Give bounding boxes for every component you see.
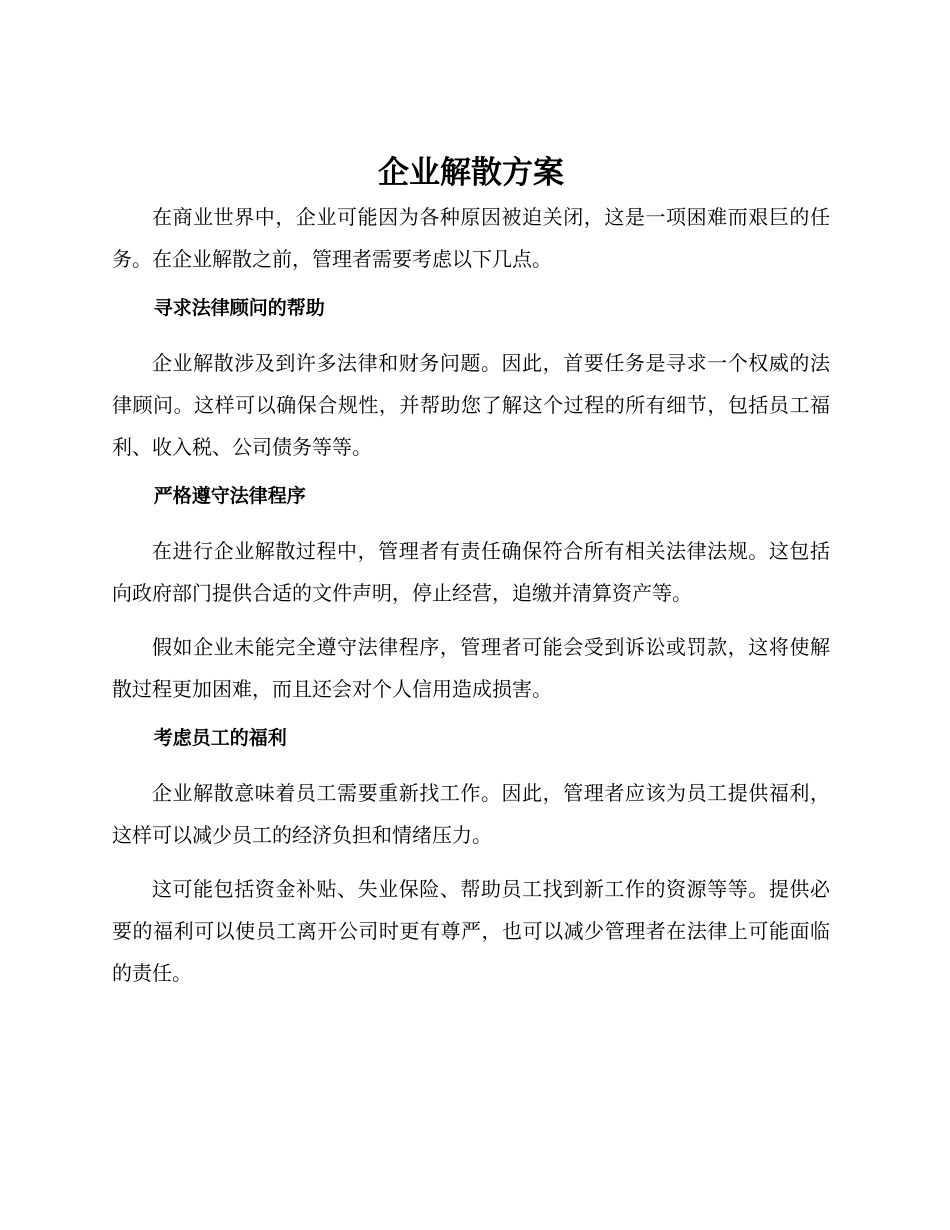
paragraph-legal-procedure: 在进行企业解散过程中，管理者有责任确保符合所有相关法律法规。这包括向政府部门提供合适的文件声明，停止经营，追缴并清算资产等。 (112, 539, 830, 605)
section-heading-employee-welfare: 考虑员工的福利 (153, 727, 287, 749)
paragraph-intro: 在商业世界中，企业可能因为各种原因被迫关闭，这是一项困难而艰巨的任务。在企业解散之前，管理者需要考虑以下几点。 (112, 205, 830, 271)
section-heading-legal-advisor: 寻求法律顾问的帮助 (153, 297, 325, 319)
document-page (112, 150, 830, 1006)
document-title: 企业解散方案 (378, 155, 564, 191)
paragraph-welfare-details: 这可能包括资金补贴、失业保险、帮助员工找到新工作的资源等等。提供必要的福利可以使员工离开公司时更有尊严，也可以减少管理者在法律上可能面临的责任。 (112, 877, 830, 985)
paragraph-legal-consequences: 假如企业未能完全遵守法律程序，管理者可能会受到诉讼或罚款，这将使解散过程更加困难，而且还会对个人信用造成损害。 (112, 635, 830, 701)
paragraph-legal-advisor: 企业解散涉及到许多法律和财务问题。因此，首要任务是寻求一个权威的法律顾问。这样可以确保合规性，并帮助您了解这个过程的所有细节，包括员工福利、收入税、公司债务等等。 (112, 351, 830, 459)
section-heading-legal-procedure: 严格遵守法律程序 (153, 485, 306, 507)
paragraph-employee-welfare: 企业解散意味着员工需要重新找工作。因此，管理者应该为员工提供福利，这样可以减少员工的经济负担和情绪压力。 (112, 781, 830, 847)
